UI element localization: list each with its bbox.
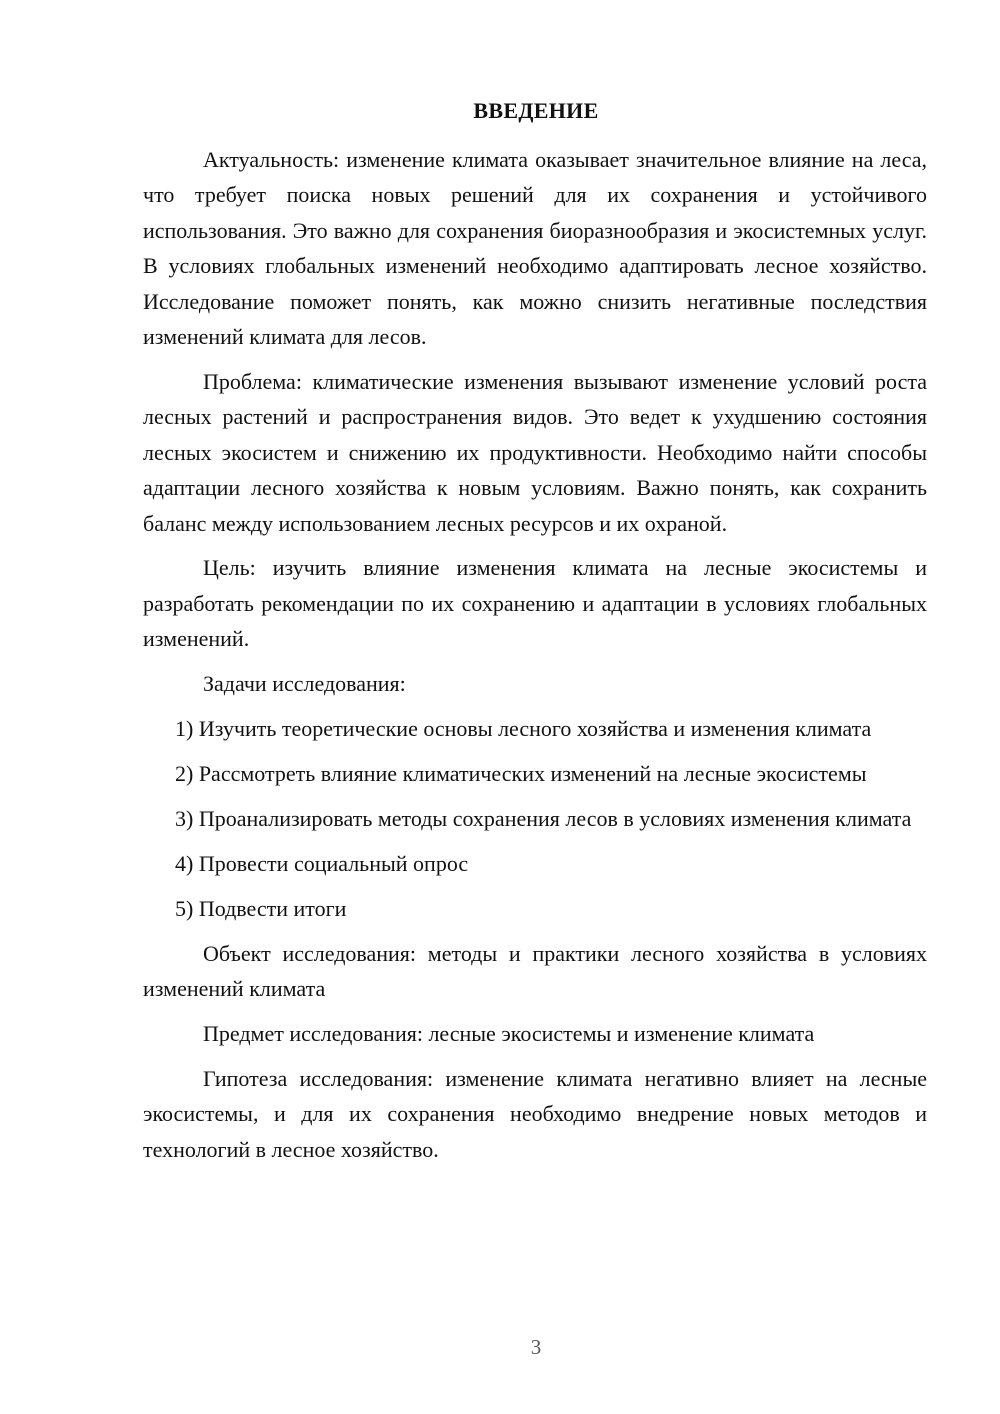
paragraph-tasks-intro: Задачи исследования:: [203, 671, 406, 697]
body-text: [143, 142, 927, 1167]
task-item-4: 4) Провести социальный опрос: [175, 850, 469, 876]
section-heading: ВВЕДЕНИЕ: [473, 98, 599, 123]
paragraph-relevance: Актуальность: изменение климата оказывает значительное влияние на леса, что требует поиска новых решений для их сохранения и устойчивого использования. Это важно для сохранения биоразнообразия и экосистемных услуг. В условиях глобальных изменений необходимо адаптировать лесное хозяйство. Исследование поможет понять, как можно снизить негативные последствия изменений климата для лесов.: [143, 147, 927, 350]
paragraph-hypothesis: Гипотеза исследования: изменение климата негативно влияет на лесные экосистемы, и для их сохранения необходимо внедрение новых методов и технологий в лесное хозяйство.: [143, 1065, 927, 1162]
task-item-3: 3) Проанализировать методы сохранения лесов в условиях изменения климата: [175, 805, 912, 831]
task-item-2: 2) Рассмотреть влияние климатических изменений на лесные экосистемы: [175, 761, 867, 786]
page-number: 3: [530, 1335, 542, 1359]
paragraph-subject: Предмет исследования: лесные экосистемы и изменение климата: [203, 1020, 815, 1046]
paragraph-object: Объект исследования: методы и практики лесного хозяйства в условиях изменений климата: [143, 940, 927, 1002]
paragraph-problem: Проблема: климатические изменения вызывают изменение условий роста лесных растений и распространения видов. Это ведет к ухудшению состояния лесных экосистем и снижению их продуктивности. Необходимо найти способы адаптации лесного хозяйства к новым условиям. Важно понять, как сохранить баланс между использованием лесных ресурсов и их охраной.: [143, 368, 927, 536]
task-item-1: 1) Изучить теоретические основы лесного хозяйства и изменения климата: [175, 716, 872, 742]
task-item-5: 5) Подвести итоги: [175, 895, 347, 921]
paragraph-goal: Цель: изучить влияние изменения климата на лесные экосистемы и разработать рекомендации по их сохранению и адаптации в условиях глобальных изменений.: [143, 555, 927, 652]
